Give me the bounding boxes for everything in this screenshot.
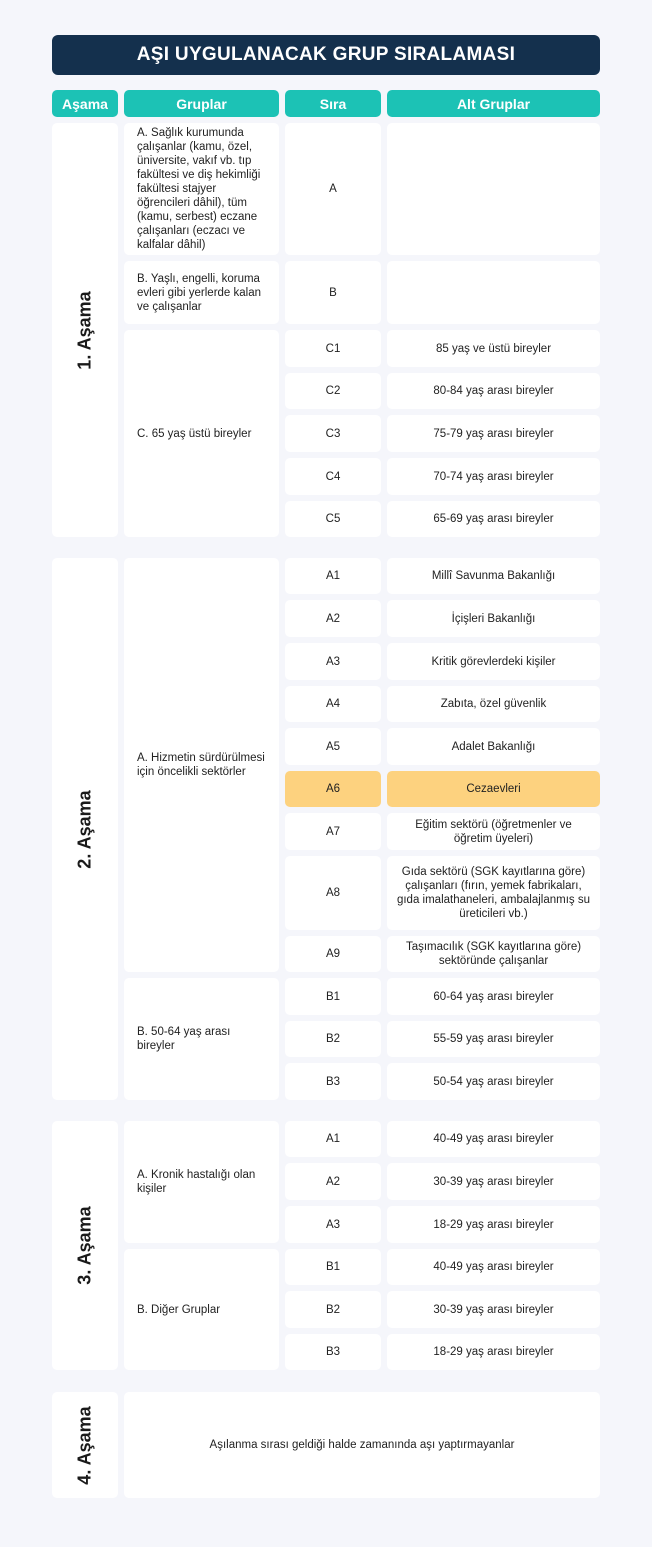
header-sira: Sıra [285, 90, 381, 117]
stage-2-group-b: B. 50-64 yaş arası bireyler [124, 978, 279, 1100]
stage-2-sira-b1: B1 [285, 978, 381, 1015]
stage-3-alt-a1: 40-49 yaş arası bireyler [387, 1121, 600, 1157]
stage-3-sira-a1: A1 [285, 1121, 381, 1157]
stage-1-alt-b [387, 261, 600, 324]
stage-3-alt-b2: 30-39 yaş arası bireyler [387, 1291, 600, 1328]
header-alt-gruplar: Alt Gruplar [387, 90, 600, 117]
stage-2-sira-a4: A4 [285, 686, 381, 722]
stage-2-alt-a1: Millî Savunma Bakanlığı [387, 558, 600, 594]
stage-2-sira-a1: A1 [285, 558, 381, 594]
stage-3-sira-a2: A2 [285, 1163, 381, 1200]
stage-2-sira-a8: A8 [285, 856, 381, 930]
stage-2-alt-a8: Gıda sektörü (SGK kayıtlarına göre) çalışanları (fırın, yemek fabrikaları, gıda imalathaneleri, ambalajlanmış su üreticileri vb.) [387, 856, 600, 930]
stage-1-alt-c5: 65-69 yaş arası bireyler [387, 501, 600, 537]
stage-2-sira-a6: A6 [285, 771, 381, 807]
stage-4-text: Aşılanma sırası geldiği halde zamanında aşı yaptırmayanlar [124, 1392, 600, 1498]
stage-2-label-text: 2. Aşama [74, 789, 95, 869]
stage-2-sira-b2: B2 [285, 1021, 381, 1057]
stage-3-sira-a3: A3 [285, 1206, 381, 1243]
stage-3-group-b: B. Diğer Gruplar [124, 1249, 279, 1370]
stage-2-alt-a4: Zabıta, özel güvenlik [387, 686, 600, 722]
stage-1-sira-c2: C2 [285, 373, 381, 409]
stage-1-sira-a: A [285, 123, 381, 255]
stage-2-sira-a2: A2 [285, 600, 381, 637]
stage-1-group-a: A. Sağlık kurumunda çalışanlar (kamu, özel, üniversite, vakıf vb. tıp fakültesi ve diş hekimliği fakültesi stajyer öğrencileri dâhil), tüm (kamu, serbest) eczane çalışanları (eczacı ve kalfalar dâhil) [124, 123, 279, 255]
stage-2-alt-a2: İçişleri Bakanlığı [387, 600, 600, 637]
stage-2-sira-a3: A3 [285, 643, 381, 680]
stage-1-alt-c2: 80-84 yaş arası bireyler [387, 373, 600, 409]
stage-2-alt-b2: 55-59 yaş arası bireyler [387, 1021, 600, 1057]
stage-3-sira-b3: B3 [285, 1334, 381, 1370]
stage-4-label [52, 1392, 118, 1498]
stage-3-alt-b3: 18-29 yaş arası bireyler [387, 1334, 600, 1370]
stage-2-alt-a9: Taşımacılık (SGK kayıtlarına göre) sektöründe çalışanlar [387, 936, 600, 972]
stage-2-sira-a9: A9 [285, 936, 381, 972]
stage-3-label-text: 3. Aşama [74, 1206, 95, 1285]
stage-1-sira-b: B [285, 261, 381, 324]
page-title: AŞI UYGULANACAK GRUP SIRALAMASI [52, 35, 600, 75]
stage-1-sira-c4: C4 [285, 458, 381, 495]
stage-2-alt-a6: Cezaevleri [387, 771, 600, 807]
header-gruplar: Gruplar [124, 90, 279, 117]
stage-3-label [52, 1121, 118, 1370]
stage-1-alt-c4: 70-74 yaş arası bireyler [387, 458, 600, 495]
stage-1-group-c: C. 65 yaş üstü bireyler [124, 330, 279, 537]
stage-3-sira-b1: B1 [285, 1249, 381, 1285]
stage-2-alt-a7: Eğitim sektörü (öğretmenler ve öğretim üyeleri) [387, 813, 600, 850]
stage-3-group-a: A. Kronik hastalığı olan kişiler [124, 1121, 279, 1243]
stage-3-alt-b1: 40-49 yaş arası bireyler [387, 1249, 600, 1285]
stage-2-label [52, 558, 118, 1100]
stage-2-alt-a5: Adalet Bakanlığı [387, 728, 600, 765]
stage-2-group-a: A. Hizmetin sürdürülmesi için öncelikli sektörler [124, 558, 279, 972]
stage-2-sira-a5: A5 [285, 728, 381, 765]
stage-2-alt-b1: 60-64 yaş arası bireyler [387, 978, 600, 1015]
stage-2-sira-a7: A7 [285, 813, 381, 850]
header-asama: Aşama [52, 90, 118, 117]
stage-1-group-b: B. Yaşlı, engelli, koruma evleri gibi yerlerde kalan ve çalışanlar [124, 261, 279, 324]
stage-1-alt-c3: 75-79 yaş arası bireyler [387, 415, 600, 452]
stage-1-alt-a [387, 123, 600, 255]
stage-2-sira-b3: B3 [285, 1063, 381, 1100]
stage-3-sira-b2: B2 [285, 1291, 381, 1328]
stage-1-sira-c5: C5 [285, 501, 381, 537]
stage-4-label-text: 4. Aşama [74, 1405, 95, 1485]
stage-1-label-text: 1. Aşama [74, 290, 95, 370]
stage-3-alt-a3: 18-29 yaş arası bireyler [387, 1206, 600, 1243]
stage-1-sira-c1: C1 [285, 330, 381, 367]
stage-1-sira-c3: C3 [285, 415, 381, 452]
stage-1-alt-c1: 85 yaş ve üstü bireyler [387, 330, 600, 367]
stage-2-alt-a3: Kritik görevlerdeki kişiler [387, 643, 600, 680]
stage-2-alt-b3: 50-54 yaş arası bireyler [387, 1063, 600, 1100]
stage-3-alt-a2: 30-39 yaş arası bireyler [387, 1163, 600, 1200]
stage-1-label [52, 123, 118, 537]
